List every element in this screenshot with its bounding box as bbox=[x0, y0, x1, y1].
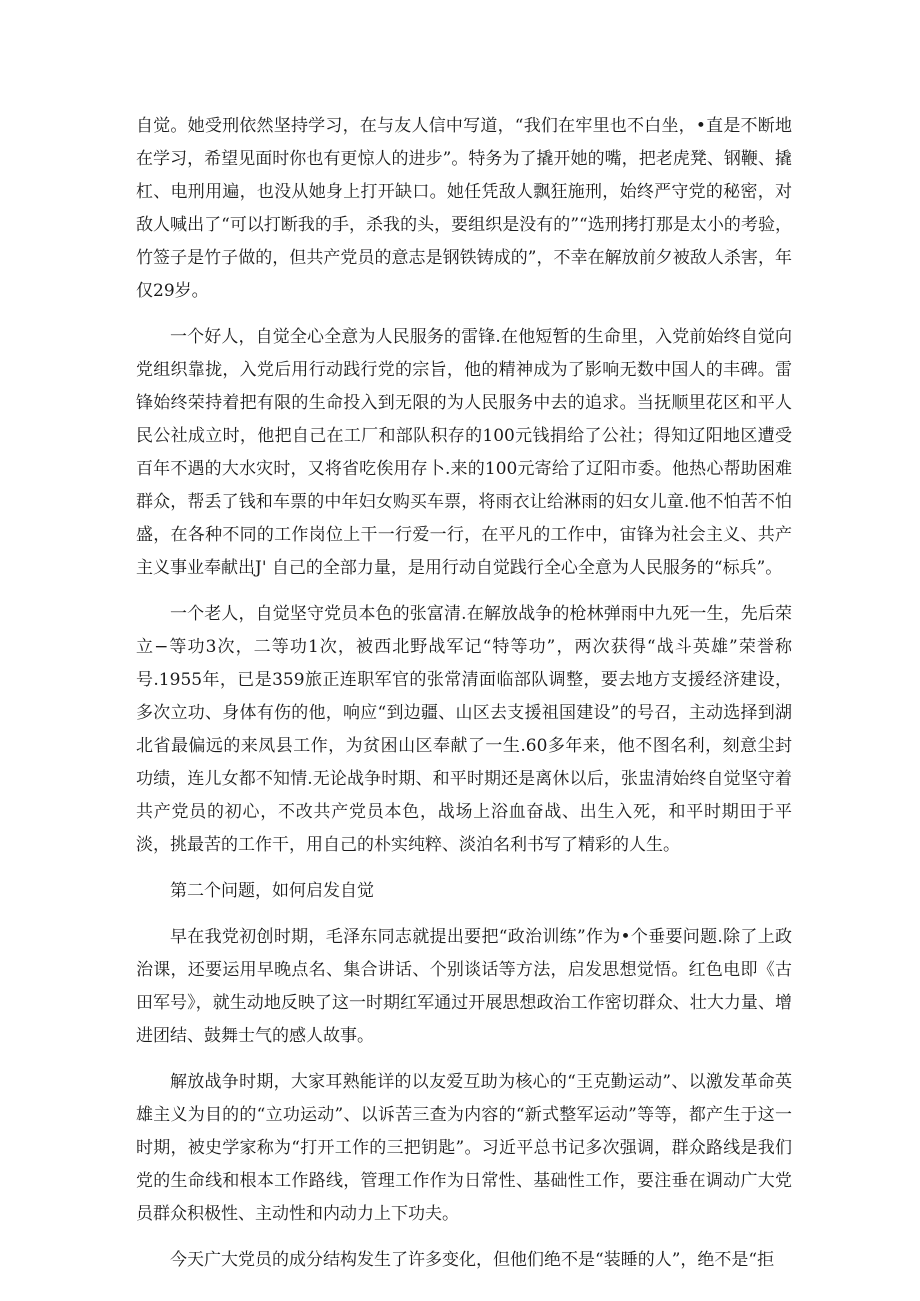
paragraph-early-party: 早在我党初创时期，毛泽东同志就提出要把“政治训练”作为•个垂要问题.除了上政治课，还要运用早晚点名、集合讲话、个别谈话等方法，启发思想觉悟。红色电即《古田军号》，就生动地反映了这一时期红军通过开展思想政治工作密切群众、壮大力量、增进团结、鼓舞士气的感人故事。 bbox=[136, 927, 792, 1046]
paragraph-today: 今天广大党员的成分结构发生了许多变化，但他们绝不是“装睡的人”，绝不是“拒 bbox=[170, 1250, 775, 1270]
paragraph-jiang-zhujun: 自觉。她受刑依然坚持学习，在与友人信中写道，“我们在牢里也不白坐，•直是不断地在学习，希望见面时你也有更惊人的进步”。特务为了撬开她的嘴，把老虎凳、钢鞭、撬杠、电刑用遍，也没从她身上打开缺口。她任凭敌人飘狂施刑，始终严守党的秘密，对敌人喊出了“可以打断我的手，杀我的头，要组织是没有的”“选刑拷打那是太小的考验，竹签子是竹子做的，但共产党员的意志是钢铁铸成的”，不幸在解放前夕被敌人杀害，年仅29岁。 bbox=[136, 116, 792, 301]
paragraph-lei-feng: 一个好人，自觉全心全意为人民服务的雷锋.在他短暂的生命里，入党前始终自觉向党组织靠拢，入党后用行动践行党的宗旨，他的精神成为了影响无数中国人的丰碑。雷锋始终荣持着把有限的生命投入到无限的为人民服务中去的追求。当抚顺里花区和平人民公社成立时，他把自己在工厂和部队积存的100元钱捐给了公社；得知辽阳地区遭受百年不遇的大水灾时，又将省吃俟用存卜.来的100元寄给了辽阳市委。他热心帮助困难群众，帮丢了钱和车票的中年妇女购买车票，将雨衣让给淋雨的妇女儿童.他不怕苦不怕盛，在各种不同的工作岗位上干一行爱一行，在平凡的工作中，宙锋为社会主义、共产主义事业奉献出J' 自己的全部力量，是用行动自觉践行全心全意为人民服务的“标兵”。 bbox=[136, 327, 792, 578]
paragraph-liberation-war: 解放战争时期，大家耳熟能详的以友爱互助为核心的“王克勤运动”、以激发革命英雄主义为目的的“立功运动”、以诉苦三查为内容的“新式整军运动”等等，都产生于这一时期，被史学家称为“打开工作的三把钥匙”。习近平总书记多次强调，群众路线是我们党的生命线和根本工作路线，管理工作作为日常性、基础性工作，要注垂在调动广大党员群众积极性、主动性和内动力上下功夫。 bbox=[136, 1072, 792, 1224]
paragraph-zhang-fuqing: 一个老人，自觉坚守党员本色的张富清.在解放战争的枪林弹雨中九死一生，先后荣立−等功3次，二等功1次，被西北野战军记“特等功”，两次获得“战斗英雄”荣誉称号.1955年，已是359旅正连职军官的张常清面临部队调整，要去地方支援经济建设，多次立功、身体有伤的他，响应“到边疆、山区去支援祖国建设”的号召，主动选择到湖北省最偏远的来凤县工作，为贫困山区奉献了一生.60多年来，他不图名利，刻意尘封功绩，连儿女都不知情.无论战争时期、和平时期还是离休以后，张盅清始终自觉坚守着共产党员的初心，不改共产党员本色，战场上浴血奋战、出生入死，和平时期田于平淡，挑最苦的工作干，用自己的朴实纯粹、淡泊名利书写了精彩的人生。 bbox=[136, 604, 792, 855]
document-body bbox=[136, 110, 792, 1290]
section-heading: 第二个问题，如何启发自觉 bbox=[170, 881, 374, 901]
